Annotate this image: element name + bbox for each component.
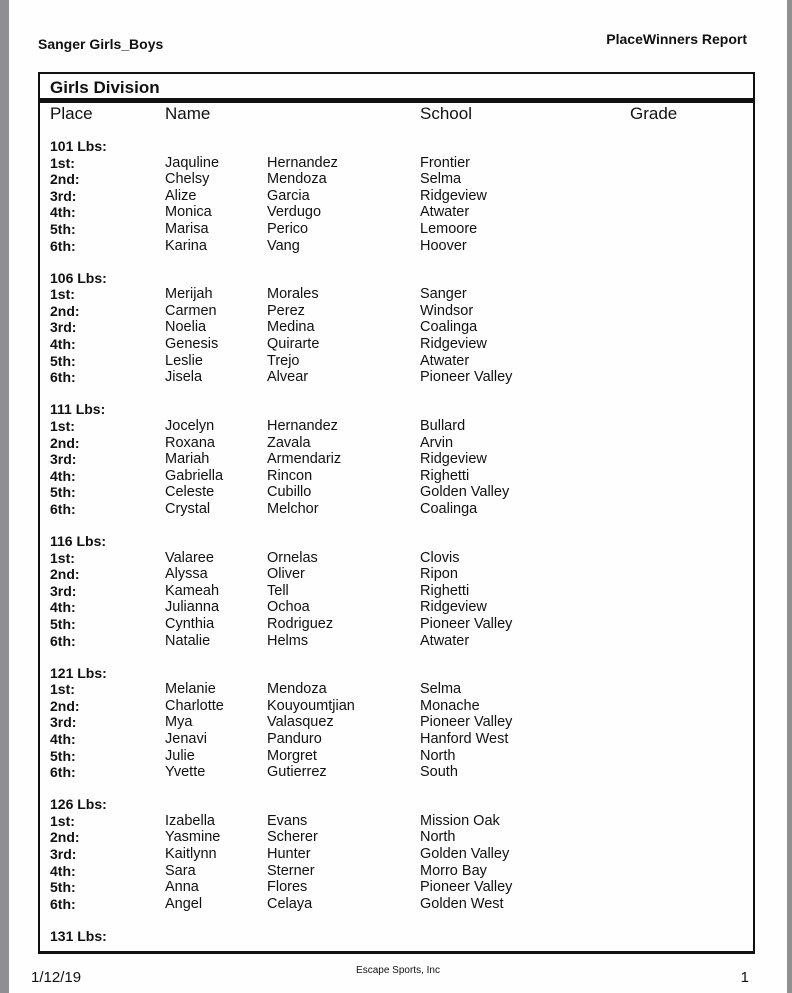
- place-cell: 3rd:: [50, 187, 77, 204]
- school-cell: Ripon: [420, 566, 458, 583]
- result-row: [40, 633, 753, 650]
- first-name-cell: Julie: [165, 747, 195, 764]
- footer-company: Escape Sports, Inc: [356, 965, 440, 976]
- place-cell: 3rd:: [50, 714, 77, 731]
- school-cell: Pioneer Valley: [420, 879, 513, 896]
- result-row: [40, 303, 753, 320]
- school-cell: Lemoore: [420, 220, 478, 237]
- result-row: [40, 764, 753, 781]
- result-row: [40, 369, 753, 386]
- first-name-cell: Jaquline: [165, 154, 220, 171]
- school-cell: Golden West: [420, 895, 504, 912]
- school-cell: Righetti: [420, 467, 470, 484]
- school-cell: Golden Valley: [420, 846, 510, 863]
- result-row: [40, 155, 753, 172]
- weight-class-label: 131 Lbs:: [50, 927, 107, 944]
- last-name-cell: Mendoza: [267, 171, 327, 188]
- weight-class-label: 116 Lbs:: [50, 532, 107, 549]
- school-cell: Hoover: [420, 237, 467, 254]
- report-event-name: Sanger Girls_Boys: [38, 36, 164, 52]
- first-name-cell: Jisela: [165, 369, 203, 386]
- school-cell: Monache: [420, 697, 480, 714]
- last-name-cell: Quirarte: [267, 336, 320, 353]
- result-row: [40, 550, 753, 567]
- first-name-cell: Chelsy: [165, 171, 210, 188]
- place-cell: 5th:: [50, 352, 76, 369]
- weight-class-list: [40, 138, 753, 960]
- result-row: [40, 286, 753, 303]
- first-name-cell: Alyssa: [165, 566, 208, 583]
- division-header: [38, 72, 755, 101]
- result-row: [40, 501, 753, 518]
- first-name-cell: Carmen: [165, 302, 217, 319]
- last-name-cell: Kouyoumtjian: [267, 697, 355, 714]
- place-cell: 6th:: [50, 764, 76, 781]
- last-name-cell: Medina: [267, 319, 315, 336]
- place-cell: 6th:: [50, 500, 76, 517]
- school-cell: Selma: [420, 171, 462, 188]
- weight-class-label: 101 Lbs:: [50, 138, 107, 154]
- first-name-cell: Yasmine: [165, 829, 221, 846]
- result-row: [40, 698, 753, 715]
- school-cell: Mission Oak: [420, 812, 500, 829]
- first-name-cell: Karina: [165, 237, 207, 254]
- footer-date: 1/12/19: [31, 969, 82, 986]
- last-name-cell: Tell: [267, 582, 289, 599]
- school-cell: Ridgeview: [420, 336, 487, 353]
- place-cell: 1st:: [50, 681, 75, 698]
- last-name-cell: Verdugo: [267, 204, 322, 221]
- school-cell: Arvin: [420, 434, 454, 451]
- school-cell: Sanger: [420, 286, 467, 303]
- first-name-cell: Jenavi: [165, 731, 207, 747]
- first-name-cell: Noelia: [165, 319, 207, 336]
- place-cell: 3rd:: [50, 451, 77, 468]
- weight-class-group: [40, 928, 753, 945]
- report-page: [9, 0, 787, 993]
- result-row: [40, 435, 753, 452]
- column-header-school: School: [420, 104, 472, 123]
- place-cell: 6th:: [50, 237, 76, 254]
- result-row: [40, 171, 753, 188]
- first-name-cell: Monica: [165, 204, 212, 221]
- place-cell: 5th:: [50, 747, 76, 764]
- first-name-cell: Valaree: [165, 549, 214, 566]
- last-name-cell: Melchor: [267, 500, 319, 517]
- last-name-cell: Scherer: [267, 829, 318, 846]
- school-cell: Ridgeview: [420, 451, 487, 468]
- first-name-cell: Kameah: [165, 582, 220, 599]
- first-name-cell: Yvette: [165, 764, 206, 781]
- first-name-cell: Gabriella: [165, 467, 224, 484]
- last-name-cell: Morgret: [267, 747, 317, 764]
- place-cell: 5th:: [50, 879, 76, 896]
- weight-class-group: [40, 665, 753, 781]
- weight-class-label: 126 Lbs:: [50, 796, 107, 813]
- school-cell: Clovis: [420, 549, 460, 566]
- weight-class-group: [40, 401, 753, 517]
- last-name-cell: Oliver: [267, 566, 305, 583]
- result-row: [40, 616, 753, 633]
- first-name-cell: Julianna: [165, 599, 220, 616]
- result-row: [40, 731, 753, 748]
- result-row: [40, 748, 753, 765]
- last-name-cell: Trejo: [267, 352, 300, 369]
- last-name-cell: Rodriguez: [267, 615, 334, 632]
- weight-class-group: [40, 533, 753, 649]
- last-name-cell: Mendoza: [267, 681, 327, 698]
- last-name-cell: Perico: [267, 220, 309, 237]
- place-cell: 1st:: [50, 549, 75, 566]
- place-cell: 2nd:: [50, 434, 80, 451]
- last-name-cell: Sterner: [267, 862, 315, 879]
- last-name-cell: Ornelas: [267, 549, 318, 566]
- results-table: [38, 101, 755, 954]
- place-cell: 3rd:: [50, 582, 77, 599]
- place-cell: 2nd:: [50, 566, 80, 583]
- first-name-cell: Roxana: [165, 434, 215, 451]
- last-name-cell: Evans: [267, 812, 308, 829]
- result-row: [40, 238, 753, 255]
- first-name-cell: Merijah: [165, 286, 213, 303]
- school-cell: Pioneer Valley: [420, 369, 513, 386]
- place-cell: 1st:: [50, 286, 75, 303]
- result-row: [40, 468, 753, 485]
- first-name-cell: Genesis: [165, 336, 219, 353]
- place-cell: 4th:: [50, 336, 76, 353]
- first-name-cell: Melanie: [165, 681, 216, 698]
- weight-class-label: 121 Lbs:: [50, 664, 107, 681]
- place-cell: 6th:: [50, 632, 76, 649]
- first-name-cell: Charlotte: [165, 697, 224, 714]
- last-name-cell: Gutierrez: [267, 764, 327, 781]
- result-row: [40, 681, 753, 698]
- school-cell: Golden Valley: [420, 484, 510, 501]
- place-cell: 5th:: [50, 220, 76, 237]
- last-name-cell: Ochoa: [267, 599, 310, 616]
- footer-page-number: 1: [740, 969, 749, 986]
- last-name-cell: Panduro: [267, 731, 322, 747]
- last-name-cell: Valasquez: [267, 714, 334, 731]
- weight-class-group: [40, 796, 753, 912]
- school-cell: South: [420, 764, 458, 781]
- last-name-cell: Flores: [267, 879, 308, 896]
- weight-class-group: [40, 270, 753, 386]
- result-row: [40, 846, 753, 863]
- last-name-cell: Cubillo: [267, 484, 312, 501]
- place-cell: 4th:: [50, 467, 76, 484]
- last-name-cell: Morales: [267, 286, 319, 303]
- school-cell: Pioneer Valley: [420, 714, 513, 731]
- result-row: [40, 583, 753, 600]
- result-row: [40, 714, 753, 731]
- school-cell: Coalinga: [420, 500, 478, 517]
- first-name-cell: Natalie: [165, 632, 211, 649]
- place-cell: 4th:: [50, 599, 76, 616]
- first-name-cell: Jocelyn: [165, 417, 215, 434]
- school-cell: North: [420, 829, 456, 846]
- place-cell: 1st:: [50, 154, 75, 171]
- result-row: [40, 353, 753, 370]
- first-name-cell: Leslie: [165, 352, 203, 369]
- first-name-cell: Anna: [165, 879, 199, 896]
- weight-class-label: 111 Lbs:: [50, 401, 106, 418]
- first-name-cell: Kaitlynn: [165, 846, 217, 863]
- result-row: [40, 813, 753, 830]
- school-cell: Ridgeview: [420, 599, 487, 616]
- school-cell: Frontier: [420, 154, 470, 171]
- place-cell: 3rd:: [50, 319, 77, 336]
- school-cell: Atwater: [420, 352, 470, 369]
- result-row: [40, 336, 753, 353]
- last-name-cell: Helms: [267, 632, 309, 649]
- place-cell: 1st:: [50, 417, 75, 434]
- column-header-name: Name: [165, 104, 211, 123]
- first-name-cell: Crystal: [165, 500, 211, 517]
- first-name-cell: Cynthia: [165, 615, 215, 632]
- last-name-cell: Armendariz: [267, 451, 342, 468]
- place-cell: 5th:: [50, 615, 76, 632]
- column-header-place: Place: [50, 104, 93, 123]
- school-cell: North: [420, 747, 456, 764]
- result-row: [40, 221, 753, 238]
- first-name-cell: Alize: [165, 187, 197, 204]
- first-name-cell: Celeste: [165, 484, 215, 501]
- weight-class-group: [40, 138, 753, 254]
- last-name-cell: Zavala: [267, 434, 311, 451]
- result-row: [40, 599, 753, 616]
- place-cell: 6th:: [50, 895, 76, 912]
- last-name-cell: Perez: [267, 302, 305, 319]
- weight-class-label: 106 Lbs:: [50, 269, 107, 286]
- place-cell: 4th:: [50, 862, 76, 879]
- result-row: [40, 418, 753, 435]
- first-name-cell: Mariah: [165, 451, 210, 468]
- school-cell: Righetti: [420, 582, 470, 599]
- school-cell: Windsor: [420, 302, 474, 319]
- last-name-cell: Hunter: [267, 846, 311, 863]
- last-name-cell: Rincon: [267, 467, 313, 484]
- place-cell: 2nd:: [50, 171, 80, 188]
- place-cell: 4th:: [50, 204, 76, 221]
- result-row: [40, 896, 753, 913]
- first-name-cell: Izabella: [165, 812, 215, 829]
- school-cell: Pioneer Valley: [420, 615, 513, 632]
- last-name-cell: Garcia: [267, 187, 310, 204]
- place-cell: 4th:: [50, 731, 76, 747]
- school-cell: Bullard: [420, 417, 466, 434]
- result-row: [40, 829, 753, 846]
- first-name-cell: Marisa: [165, 220, 209, 237]
- last-name-cell: Hernandez: [267, 154, 338, 171]
- place-cell: 1st:: [50, 812, 75, 829]
- school-cell: Ridgeview: [420, 187, 487, 204]
- last-name-cell: Alvear: [267, 369, 309, 386]
- result-row: [40, 484, 753, 501]
- place-cell: 6th:: [50, 369, 76, 386]
- school-cell: Morro Bay: [420, 862, 487, 879]
- result-row: [40, 451, 753, 468]
- school-cell: Atwater: [420, 632, 470, 649]
- result-row: [40, 319, 753, 336]
- place-cell: 3rd:: [50, 846, 77, 863]
- place-cell: 2nd:: [50, 697, 80, 714]
- result-row: [40, 879, 753, 896]
- division-title: Girls Division: [50, 78, 160, 97]
- school-cell: Atwater: [420, 204, 470, 221]
- result-row: [40, 863, 753, 880]
- first-name-cell: Sara: [165, 862, 196, 879]
- last-name-cell: Celaya: [267, 895, 313, 912]
- first-name-cell: Angel: [165, 895, 203, 912]
- column-header-grade: Grade: [630, 104, 678, 123]
- result-row: [40, 204, 753, 221]
- place-cell: 5th:: [50, 484, 76, 501]
- report-title: PlaceWinners Report: [606, 31, 747, 47]
- last-name-cell: Vang: [267, 237, 300, 254]
- school-cell: Hanford West: [420, 731, 509, 747]
- school-cell: Selma: [420, 681, 462, 698]
- result-row: [40, 566, 753, 583]
- place-cell: 2nd:: [50, 829, 80, 846]
- school-cell: Coalinga: [420, 319, 478, 336]
- result-row: [40, 188, 753, 205]
- first-name-cell: Mya: [165, 714, 193, 731]
- place-cell: 2nd:: [50, 302, 80, 319]
- last-name-cell: Hernandez: [267, 417, 338, 434]
